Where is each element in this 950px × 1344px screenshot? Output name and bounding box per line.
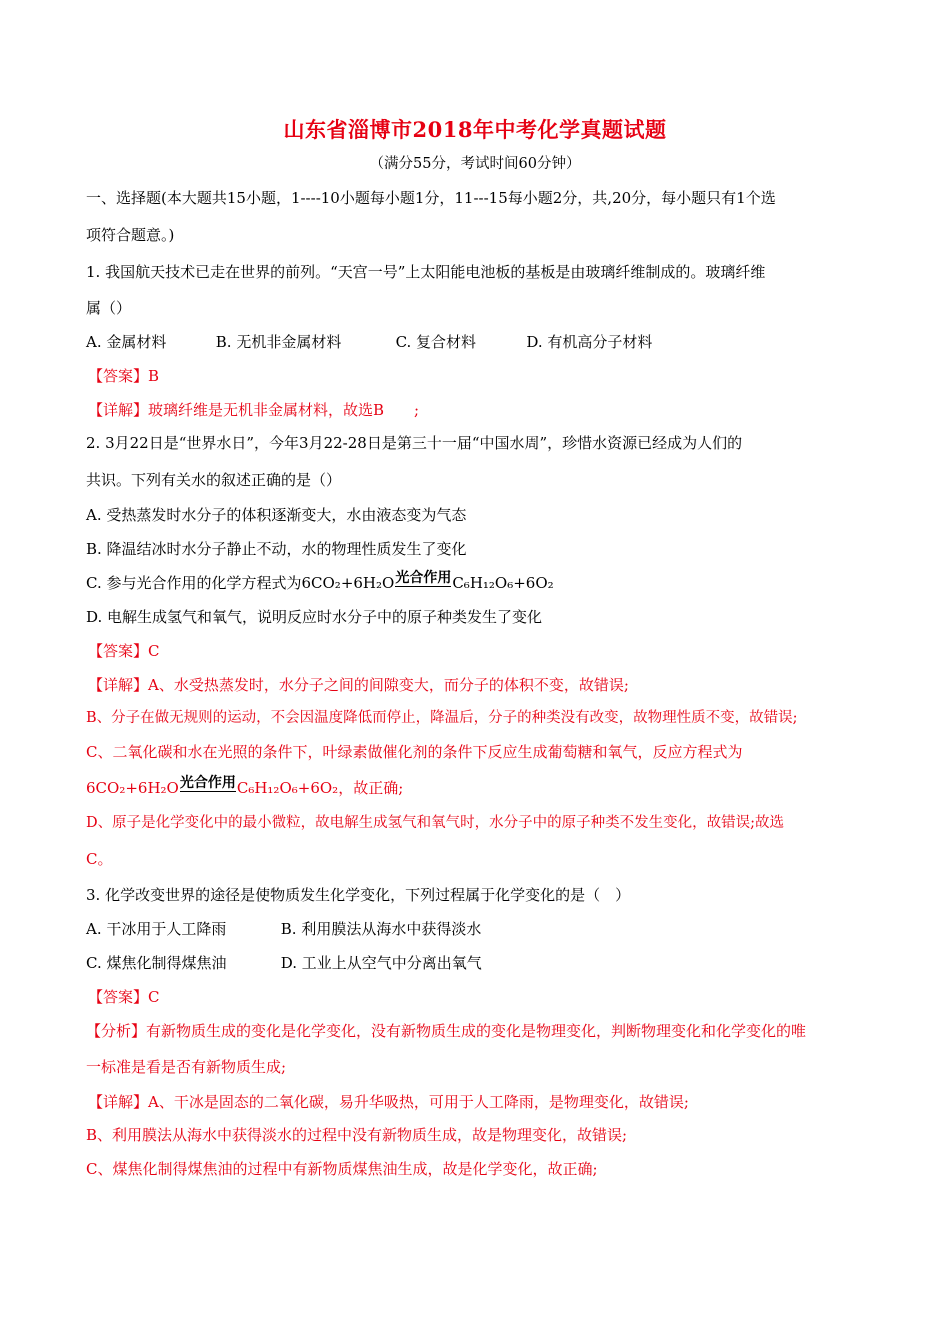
q1-detail — [88, 400, 419, 420]
page-subtitle: （满分55分，考试时间60分钟） — [369, 156, 581, 172]
q3-options-row2 — [86, 953, 482, 973]
q2-option-d: D. 电解生成氢气和氧气，说明反应时水分子中的原子种类发生了变化 — [86, 608, 543, 626]
q1-option-d: D. 有机高分子材料 — [526, 333, 653, 351]
answer-value: B — [148, 367, 160, 385]
q1-option-a: A. 金属材料 — [86, 333, 167, 351]
q1-options — [86, 332, 652, 352]
q2-option-a: A. 受热蒸发时水分子的体积逐渐变大，水由液态变为气态 — [86, 506, 467, 524]
equation-left: 6CO₂+6H₂O — [301, 574, 395, 592]
q3-detail-a — [88, 1092, 689, 1112]
q2-detail-c-equation — [86, 775, 404, 798]
equation-right: C₆H₁₂O₆+6O₂ — [236, 779, 339, 797]
detail-suffix: ，故正确; — [338, 779, 404, 797]
q3-options-row1 — [86, 919, 481, 939]
q3-option-a: A. 干冰用于人工降雨 — [86, 920, 227, 938]
answer-label: 【答案】 — [88, 367, 149, 385]
answer-value: C — [148, 642, 160, 660]
q3-option-b: B. 利用膜法从海水中获得淡水 — [280, 920, 482, 938]
detail-text: 玻璃纤维是无机非金属材料，故选B ; — [148, 401, 420, 419]
q2-answer — [88, 641, 160, 661]
q1-stem: 1. 我国航天技术已走在世界的前列。“天宫一号”上太阳能电池板的基板是由玻璃纤维制成的。玻璃纤维 — [86, 263, 766, 281]
answer-label: 【答案】 — [88, 988, 149, 1006]
q3-detail-c: C、煤焦化制得煤焦油的过程中有新物质煤焦油生成，故是化学变化，故正确; — [86, 1160, 598, 1178]
answer-value: C — [148, 988, 160, 1006]
q3-option-d: D. 工业上从空气中分离出氧气 — [280, 954, 482, 972]
q2-detail-b: B、分子在做无规则的运动，不会因温度降低而停止，降温后，分子的种类没有改变，故物理性质不变，故错误; — [86, 710, 798, 726]
q2-detail-d-cont: C。 — [86, 850, 113, 868]
q3-analysis — [86, 1021, 806, 1041]
q1-option-c: C. 复合材料 — [395, 333, 477, 351]
q3-stem: 3. 化学改变世界的途径是使物质发生化学变化，下列过程属于化学变化的是（ ） — [86, 886, 631, 904]
q2-stem-cont: 共识。下列有关水的叙述正确的是（） — [86, 471, 342, 489]
q2-detail-a — [88, 675, 629, 695]
q1-answer — [88, 366, 159, 386]
page-title: 山东省淄博市2018年中考化学真题试题 — [283, 117, 667, 142]
equation-arrow — [179, 775, 237, 798]
section-heading-cont: 项符合题意。) — [86, 226, 175, 244]
equation-arrow — [394, 570, 452, 593]
q2-stem: 2. 3月22日是“世界水日”，今年3月22-28日是第三十一届“中国水周”，珍惜水资源已经成为人们的 — [86, 434, 743, 452]
detail-label: 【详解】 — [88, 1093, 149, 1111]
equation-left: 6CO₂+6H₂O — [86, 779, 179, 797]
equation-condition: 光合作用 — [179, 775, 236, 791]
q3-detail-b: B、利用膜法从海水中获得淡水的过程中没有新物质生成，故是物理变化，故错误; — [86, 1126, 628, 1144]
detail-text: A、水受热蒸发时，水分子之间的间隙变大，而分子的体积不变，故错误; — [148, 676, 629, 694]
section-heading: 一、选择题(本大题共15小题，1----10小题每小题1分，11---15每小题2分，共,20分，每小题只有1个选 — [86, 189, 776, 207]
detail-label: 【详解】 — [88, 401, 149, 419]
q2-option-c — [86, 570, 554, 593]
equation-condition: 光合作用 — [395, 570, 452, 586]
q3-answer — [88, 987, 160, 1007]
answer-label: 【答案】 — [88, 642, 149, 660]
q2-option-c-prefix: C. 参与光合作用的化学方程式为 — [86, 574, 302, 592]
analysis-text: 有新物质生成的变化是化学变化，没有新物质生成的变化是物理变化，判断物理变化和化学变化的唯 — [146, 1022, 807, 1040]
q3-analysis-cont: 一标准是看是否有新物质生成; — [86, 1058, 287, 1076]
q2-option-b: B. 降温结冰时水分子静止不动，水的物理性质发生了变化 — [86, 540, 467, 558]
q1-option-b: B. 无机非金属材料 — [215, 333, 342, 351]
q2-detail-c: C、二氧化碳和水在光照的条件下，叶绿素做催化剂的条件下反应生成葡萄糖和氧气，反应方程式为 — [86, 743, 743, 761]
detail-text: A、干冰是固态的二氧化碳，易升华吸热，可用于人工降雨，是物理变化，故错误; — [148, 1093, 689, 1111]
q2-detail-d: D、原子是化学变化中的最小微粒，故电解生成氢气和氧气时，水分子中的原子种类不发生变化，故错误;故选 — [86, 815, 785, 831]
equation-right: C₆H₁₂O₆+6O₂ — [452, 574, 554, 592]
q3-option-c: C. 煤焦化制得煤焦油 — [86, 954, 227, 972]
detail-label: 【详解】 — [88, 676, 149, 694]
q1-stem-cont: 属（） — [86, 299, 132, 317]
analysis-label: 【分析】 — [86, 1022, 147, 1040]
